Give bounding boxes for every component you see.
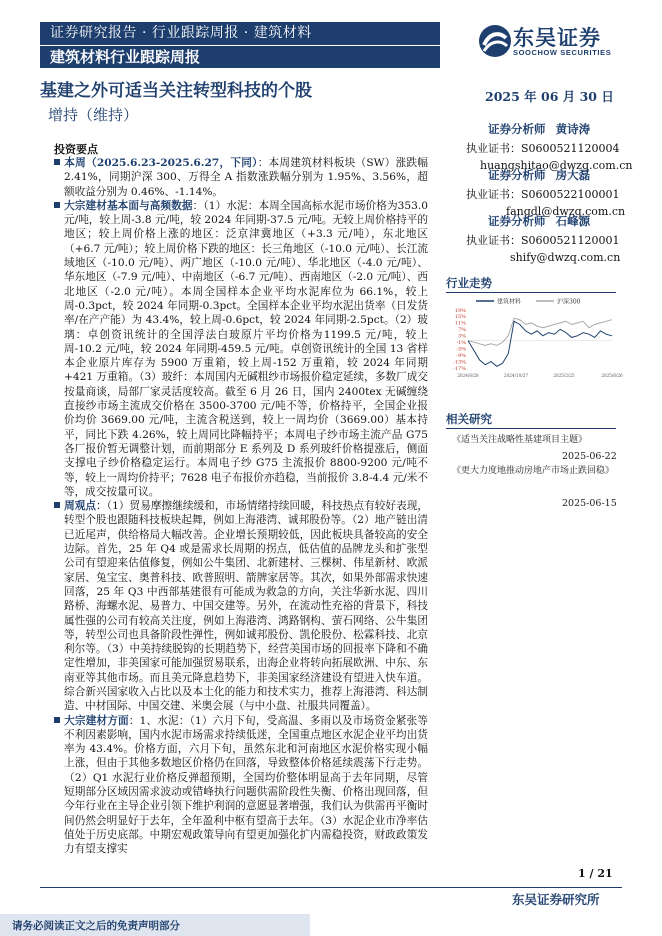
- related-item-date: 2025-06-22: [562, 451, 617, 462]
- bullet-icon: [54, 159, 60, 165]
- x-tick-label: 2024/10/27: [503, 373, 529, 378]
- y-tick-label: 19%: [454, 307, 466, 314]
- rating: 增持（维持）: [48, 106, 139, 124]
- series-line-csi300: [468, 318, 612, 345]
- page-number: 1 / 21: [578, 867, 613, 880]
- related-item-title[interactable]: 《适当关注战略性基建项目主题》: [452, 435, 588, 445]
- y-tick-label: -1%: [456, 340, 466, 347]
- related-divider: [446, 428, 616, 429]
- x-tick-label: 2025/2/25: [553, 373, 575, 378]
- x-tick-label: 2024/6/28: [457, 373, 479, 378]
- related-item-date: 2025-06-15: [562, 498, 617, 509]
- series-bar: [40, 46, 440, 68]
- analyst-name: 黄诗涛: [555, 122, 591, 136]
- y-tick-label: -17%: [453, 365, 466, 372]
- bullet-icon: [54, 717, 60, 723]
- related-item-title[interactable]: 《更大力度地推动房地产市场止跌回稳》: [452, 466, 615, 476]
- report-type: 证券研究报告 · 行业跟踪周报 · 建筑材料: [50, 25, 312, 41]
- analyst-name: 石峰源: [555, 214, 591, 228]
- analyst-role: 证券分析师: [488, 122, 546, 136]
- legend-label-b: 沪深300: [557, 298, 581, 306]
- analyst-name: 房大磊: [555, 168, 591, 182]
- chart-legend: [476, 298, 581, 306]
- paragraph-commodity: 大宗建材方面：1、水泥：（1）六月下旬，受高温、多雨以及市场资金紧张等不利因素影响，国内水泥市场需求持续低迷，全国重点地区水泥企业平均出货率为 43.4%。价格方面，六月下旬，虽然东北和河南地区水泥价格实现小幅上涨，但由于其他多数地区价格仍在回落，导致整体价格延续震荡下行走势。（2）Q1 水泥行业价格反弹超预期，全国均价整体明显高于去年同期，尽管短期部分区域因需求波动或错峰执行问题供需阶段性失衡、价格出现回落，但今年行业在主导企业引领下维护利润的意愿显著增强，我们认为供需再平衡时间仍然会明显好于去年，全年盈利中枢有望高于去年。（3）水泥企业市净率估值处于历史底部。中期宏观政策导向有望更加强化扩内需稳投资，财政政策发力有望支撑实: [54, 714, 428, 857]
- report-title: 基建之外可适当关注转型科技的个股: [40, 81, 312, 101]
- trend-chart: [440, 294, 623, 384]
- paragraph-weekly: 本周（2025.6.23-2025.6.27，下同）：本周建筑材料板块（SW）涨跌幅2.41%，同期沪深 300、万得全 A 指数涨跌幅分别为 1.95%、3.56%，超额收益分别为 0.46%、-1.14%。: [54, 156, 428, 199]
- report-date: 2025 年 06 月 30 日: [485, 89, 614, 104]
- trend-heading: 行业走势: [446, 276, 492, 290]
- y-tick-label: 11%: [454, 320, 466, 327]
- logo-text: 东吴证券: [513, 25, 601, 50]
- key-points-body: [54, 156, 428, 857]
- legend-label-a: 建筑材料: [497, 298, 522, 306]
- y-tick-label: 3%: [458, 333, 466, 340]
- analyst-block-3: [466, 210, 620, 264]
- y-tick-label: -9%: [456, 352, 466, 359]
- analyst-cert: 执业证书：S0600521120004: [466, 142, 620, 155]
- logo-english: SOOCHOW SECURITIES: [513, 48, 612, 57]
- bullet-icon: [54, 502, 60, 508]
- analyst-email[interactable]: fangdl@dwzq.com.cn: [506, 205, 626, 218]
- analyst-email[interactable]: huangshitao@dwzq.com.cn: [480, 159, 633, 172]
- report-type-bar: [40, 22, 440, 45]
- disclaimer-text[interactable]: 请务必阅读正文之后的免责声明部分: [12, 920, 180, 932]
- related-heading: 相关研究: [446, 412, 492, 426]
- paragraph-fundamentals: 大宗建材基本面与高频数据：（1）水泥：本周全国高标水泥市场价格为353.0 元/吨，较上周-3.8 元/吨，较 2024 年同期-37.5 元/吨。无较上周价格持平的地区；较上周价格上涨的地区：泛京津冀地区（+3.3 元/吨），东北地区（+6.7 元/吨）；较上周价格下跌的地区：长三角地区（-10.0 元/吨）、长江流域地区（-10.0 元/吨）、两广地区（-10.0 元/吨）、华北地区（-4.0 元/吨）、华东地区（-7.9 元/吨）、中南地区（-6.7 元/吨）、西南地区（-2.0 元/吨）、西北地区（-2.0 元/吨）。本周全国样本企业平均水泥库位为 66.1%，较上周-0.3pct，较 2024 年同期-0.3pct。全国样本企业平均水泥出货率（日发货率/在产产能）为 43.4%，较上周-0.6pct，较 2024 年同期-2.5pct。（2）玻璃：卓创资讯统计的全国浮法白玻原片平均价格为1199.5 元/吨，较上周-10.2 元/吨，较 2024 年同期-459.5 元/吨。卓创资讯统计的全国 13 省样本企业原片库存为 5900 万重箱，较上周-152 万重箱，较 2024 年同期+421 万重箱。（3）玻纤：本周国内无碱粗纱市场报价稳定延续，多数厂成交按量商谈，局部厂家灵活度较高。截至 6 月 26 日，国内 2400tex 无碱缠绕直接纱市场主流成交价格在 3500-3700 元/吨不等，价格持平，全国企业报价均价 3669.00 元/吨，主流含税送到，较上一周均价（3669.00）基本持平，同比下跌 4.26%，较上周同比降幅持平；本周电子纱市场主流产品 G75 各厂报价暂无调整计划，而前期部分 E 系列及 D 系列玻纤价格提涨后，侧面支撑电子纱价格稳定运行。本周电子纱 G75 主流报价 8800-9200 元/吨不等，较上一周均价持平；7628 电子布报价亦趋稳，当前报价 3.8-4.4 元/米不等，成交按量可议。: [54, 199, 428, 499]
- bullet-icon: [54, 202, 60, 208]
- key-points-heading: 投资要点: [54, 143, 98, 156]
- y-tick-label: -13%: [453, 359, 466, 366]
- x-tick-label: 2025/6/26: [601, 373, 623, 378]
- footer-divider: [40, 887, 622, 888]
- analyst-email[interactable]: shify@dwzq.com.cn: [510, 251, 621, 264]
- y-tick-label: 15%: [454, 314, 466, 321]
- analyst-role: 证券分析师: [488, 214, 546, 228]
- series-title: 建筑材料行业跟踪周报: [50, 48, 201, 66]
- y-tick-label: 7%: [458, 327, 466, 334]
- footer-institute: 东吴证券研究所: [512, 892, 600, 907]
- paragraph-view: 周观点：（1）贸易摩擦继续缓和，市场情绪持续回暖，科技热点有较好表现，转型个股也跟随科技板块起舞，例如上海港湾、诚邦股份等。（2）地产链出清已近尾声，供给格局大幅改善。企业增长预期较低，因此板块具备较高的安全边际。首先，25 年 Q4 或是需求长周期的拐点，低估值的品牌龙头和扩张型公司有望迎来估值修复，例如公牛集团、北新建材、三棵树、伟星新材、欧派家居、兔宝宝、奥普科技、欧普照明、箭牌家居等。其次，如果外部需求快速回落，25 年 Q3 中西部基建很有可能成为救急的方向，关注华新水泥、四川路桥、海螺水泥、易普力、中国交建等。另外，在流动性充裕的背景下，科技属性强的公司有较高关注度，例如上海港湾、鸿路钢构、萤石网络、公牛集团等，转型公司也具备阶段性弹性，例如诚邦股份、凯伦股份、松霖科技、北京利尔等。（3）中美持续脱钩的长期趋势下，经营美国市场的回报率下降和不确定性增加，非美国家可能加强贸易联系，出海企业将转向拓展欧洲、中东、东南亚等其他市场。而且美元降息趋势下，非美国家经济建设有望进入快车道。综合新兴国家收入占比以及本土化的能力和技术实力，推荐上海港湾、科达制造、中材国际、中国交建、米奥会展（与中小盘、社服共同覆盖）。: [54, 499, 428, 713]
- analyst-role: 证券分析师: [488, 168, 546, 182]
- analyst-cert: 执业证书：S0600522100001: [466, 188, 620, 201]
- analyst-cert: 执业证书：S0600521120001: [466, 234, 620, 247]
- y-tick-label: -5%: [456, 346, 466, 353]
- trend-divider: [446, 292, 616, 293]
